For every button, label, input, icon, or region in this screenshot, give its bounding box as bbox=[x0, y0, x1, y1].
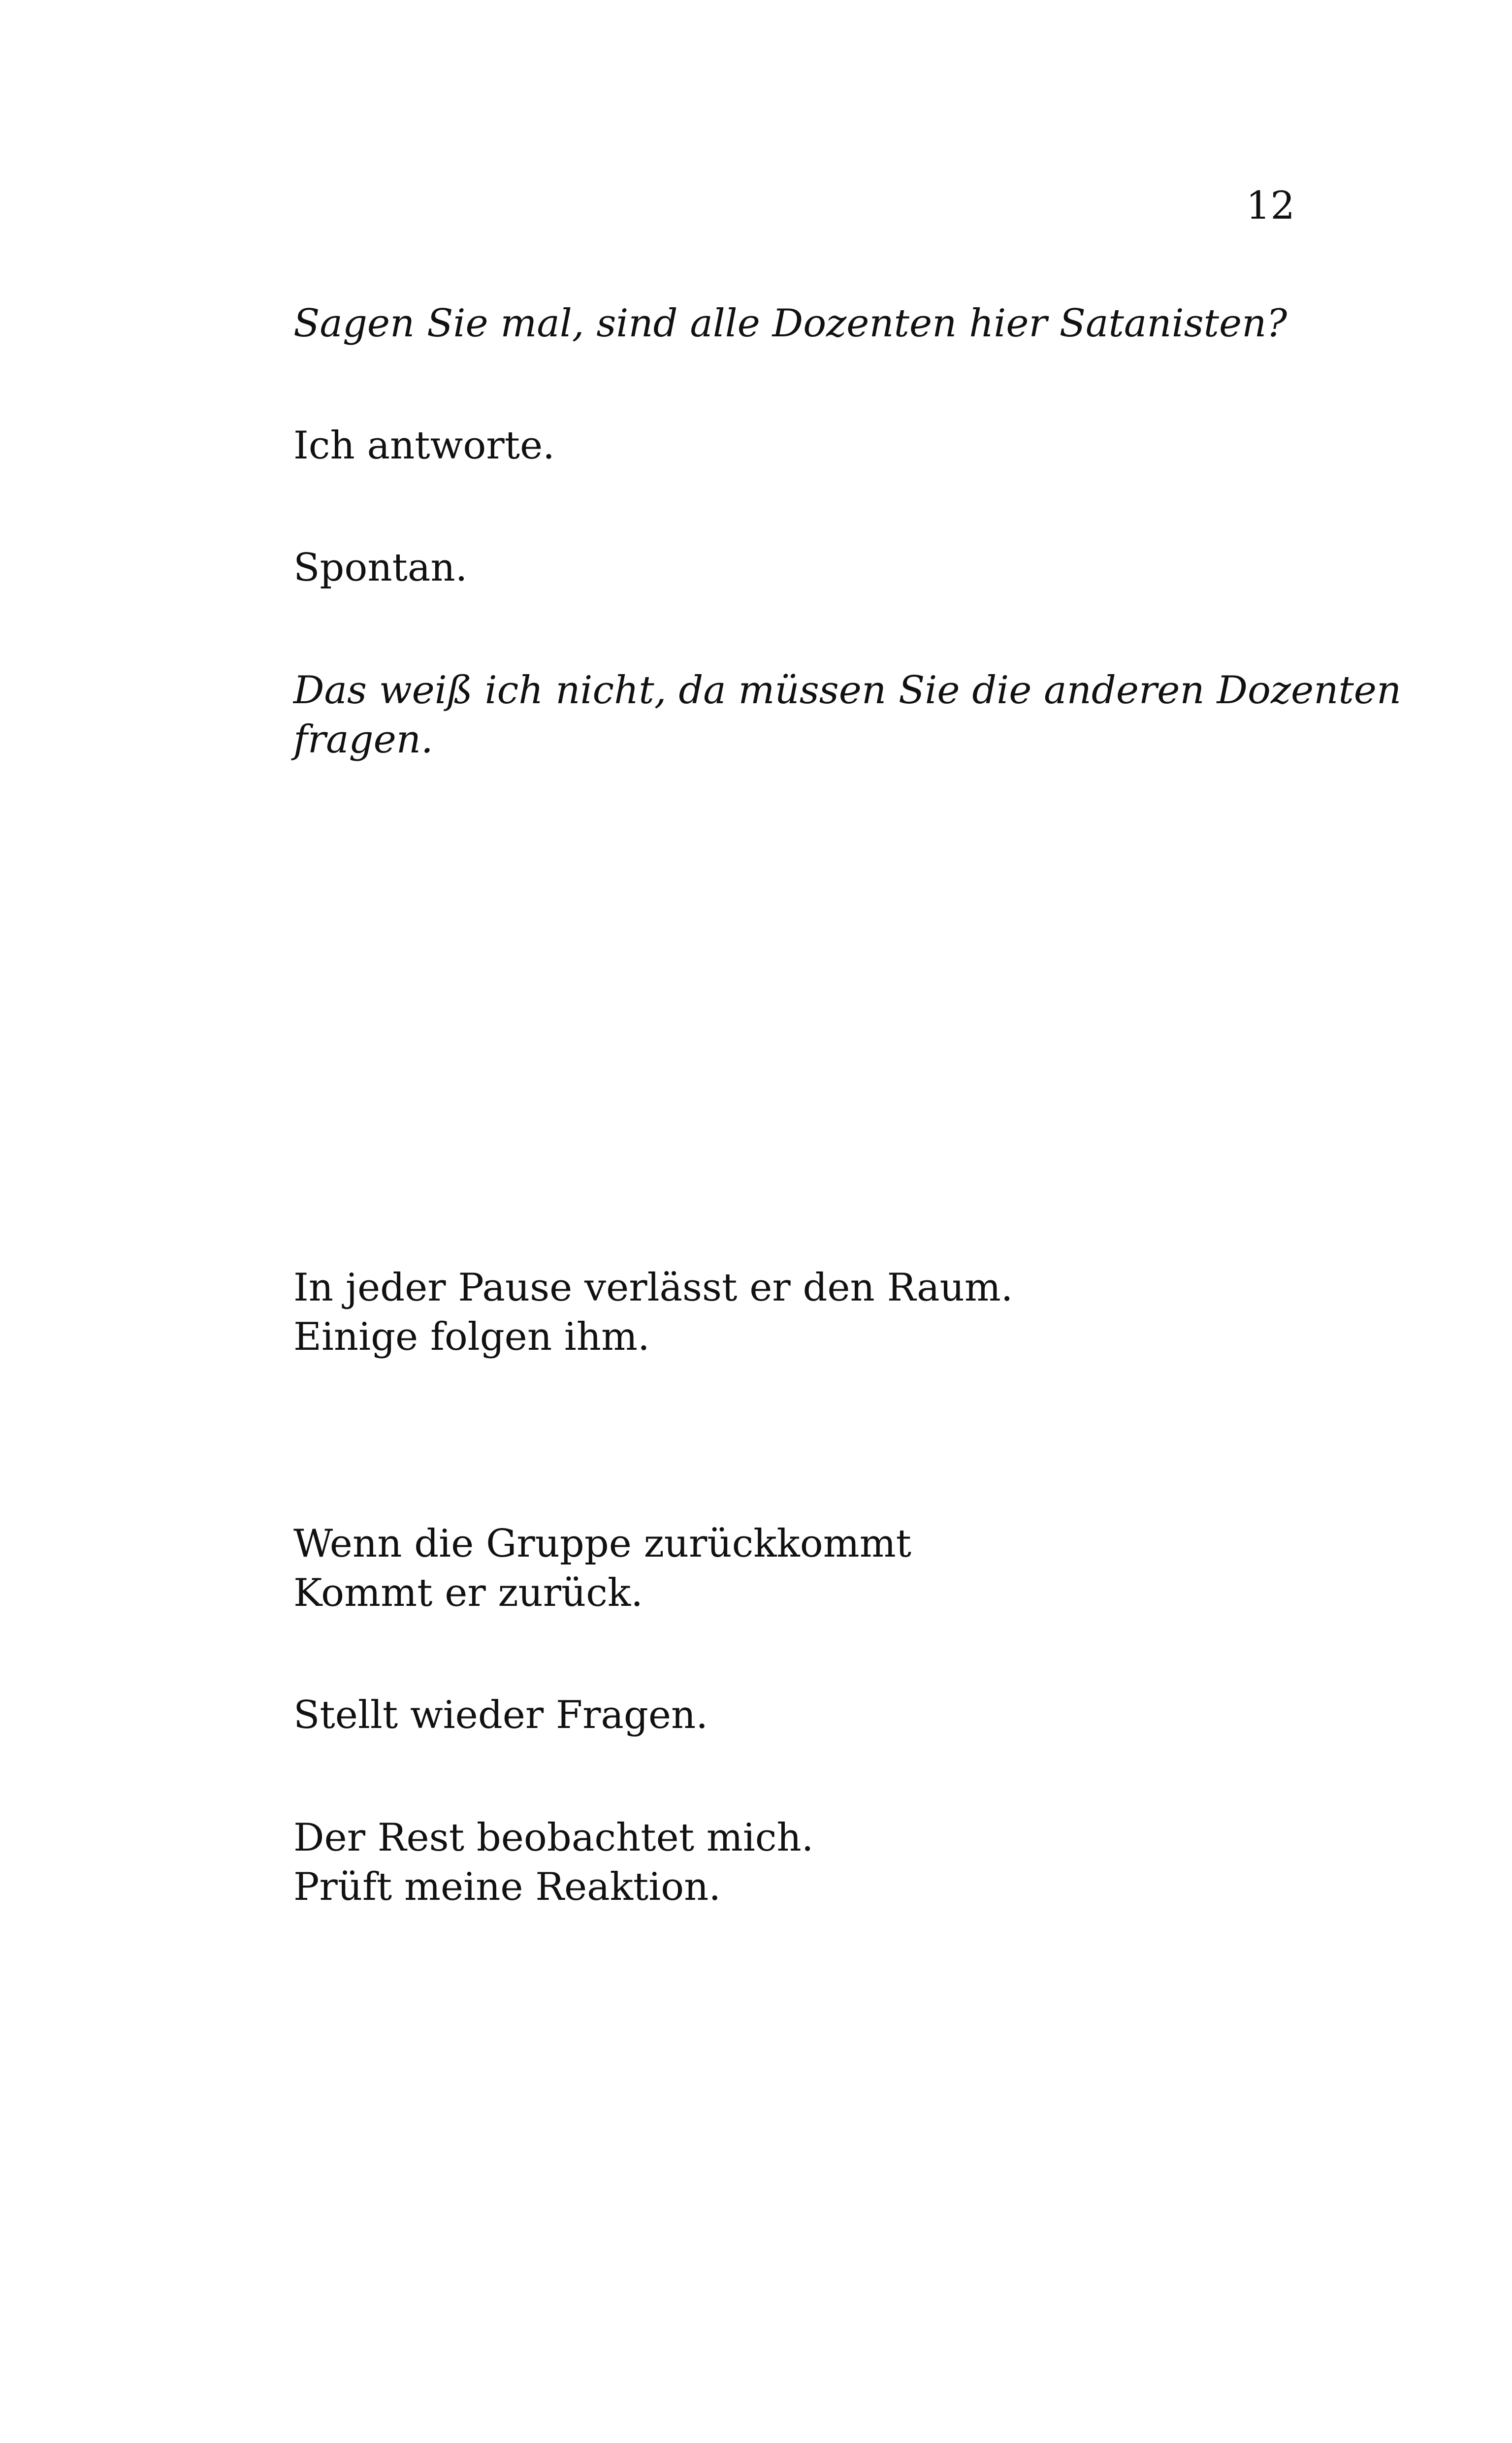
text-line-question: Sagen Sie mal, sind alle Dozenten hier Satanisten? bbox=[293, 301, 1287, 346]
text-line-pause: In jeder Pause verlässt er den Raum. bbox=[293, 1266, 1013, 1310]
text-line-spontan: Spontan. bbox=[293, 546, 468, 590]
text-line-answer-cont: fragen. bbox=[293, 717, 433, 762]
text-line-answer-intro: Ich antworte. bbox=[293, 423, 555, 468]
text-line-questions-again: Stellt wieder Fragen. bbox=[293, 1693, 708, 1737]
text-line-follow: Einige folgen ihm. bbox=[293, 1315, 650, 1359]
page-number: 12 bbox=[1246, 184, 1295, 228]
text-line-he-returns: Kommt er zurück. bbox=[293, 1571, 643, 1615]
text-line-group-returns: Wenn die Gruppe zurückkommt bbox=[293, 1522, 912, 1566]
text-line-reaction: Prüft meine Reaktion. bbox=[293, 1865, 721, 1909]
text-line-observe: Der Rest beobachtet mich. bbox=[293, 1816, 814, 1860]
text-line-answer: Das weiß ich nicht, da müssen Sie die anderen Dozenten bbox=[293, 668, 1402, 713]
